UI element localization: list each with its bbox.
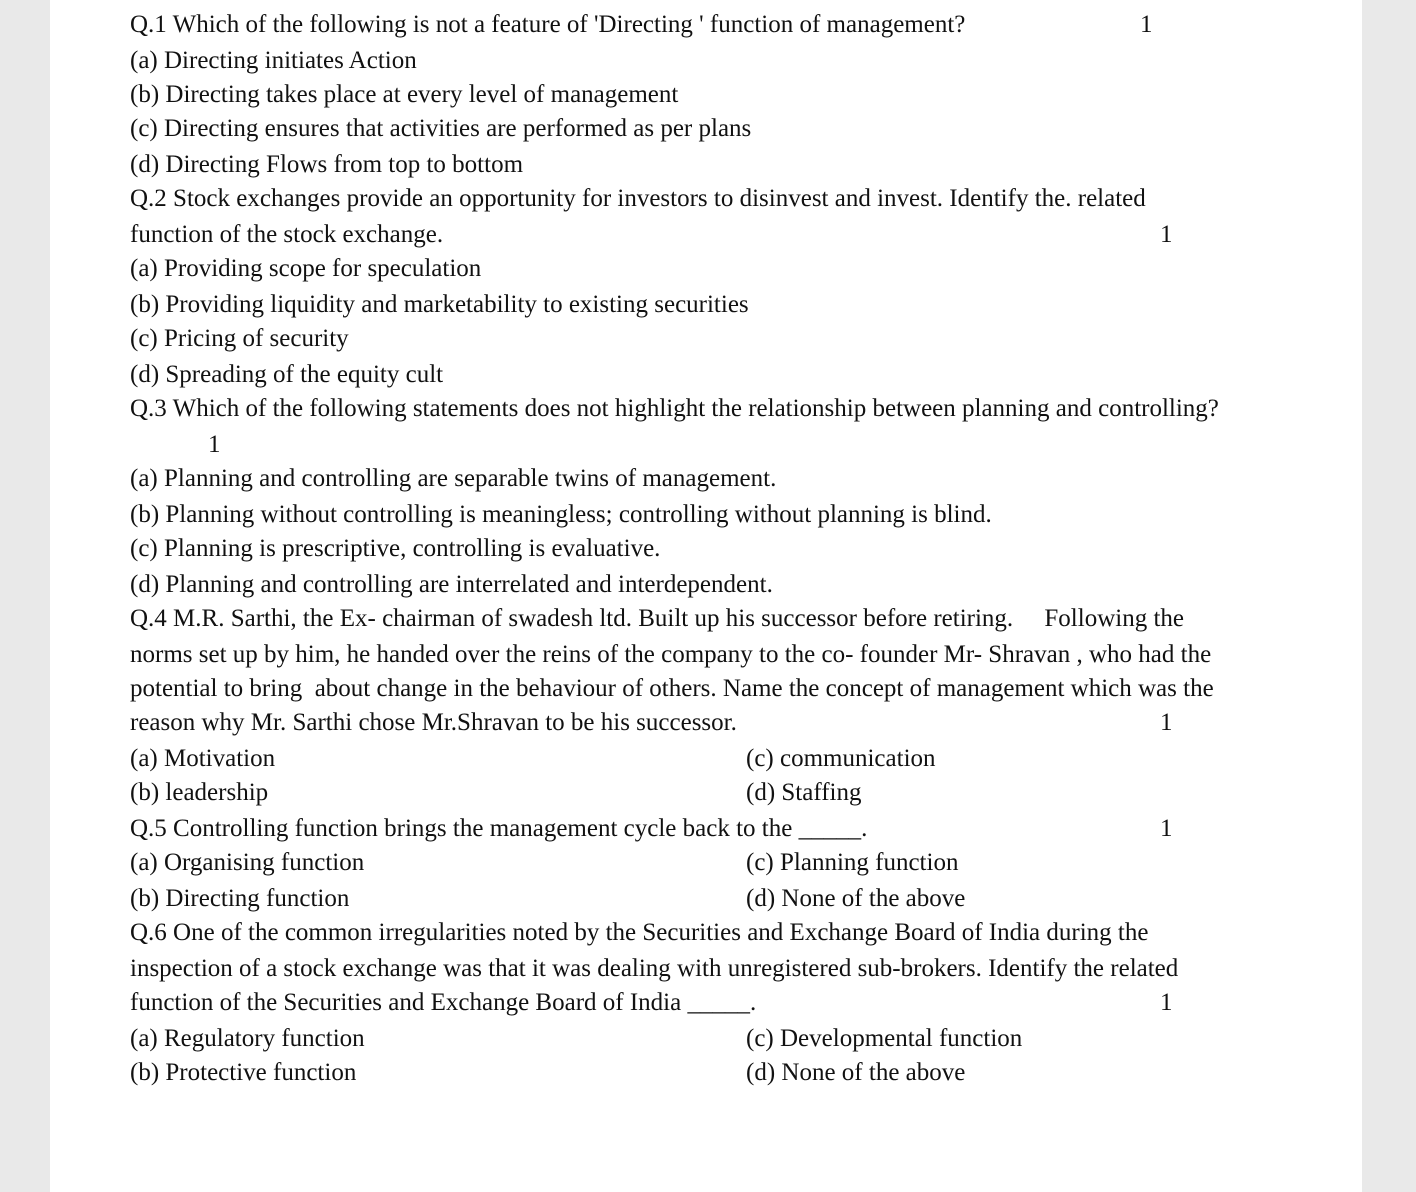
q6-question-line2: inspection of a stock exchange was that it was dealing with unregistered sub-brokers. Identify the related [130, 955, 1179, 982]
q1-option-a: (a) Directing initiates Action [130, 47, 417, 74]
q4-question-line4: reason why Mr. Sarthi chose Mr.Shravan to be his successor. [130, 709, 737, 736]
q3-option-a: (a) Planning and controlling are separable twins of management. [130, 465, 777, 492]
q1-marks: 1 [1140, 11, 1153, 38]
q2-question-line2: function of the stock exchange. [130, 221, 444, 248]
q6-question-line1: Q.6 One of the common irregularities noted by the Securities and Exchange Board of India during the [130, 919, 1149, 946]
q5-option-b: (b) Directing function [130, 885, 350, 912]
q5-option-d: (d) None of the above [746, 885, 966, 912]
q6-option-b: (b) Protective function [130, 1059, 357, 1086]
q4-question-line2: norms set up by him, he handed over the reins of the company to the co- founder Mr- Shravan , who had the [130, 641, 1212, 668]
q6-option-a: (a) Regulatory function [130, 1025, 365, 1052]
q2-marks: 1 [1160, 221, 1173, 248]
q5-question: Q.5 Controlling function brings the management cycle back to the _____. [130, 815, 868, 842]
q1-option-d: (d) Directing Flows from top to bottom [130, 151, 524, 178]
q4-option-b: (b) leadership [130, 779, 269, 806]
q4-question-line1: Q.4 M.R. Sarthi, the Ex- chairman of swadesh ltd. Built up his successor before retiring. Following the [130, 605, 1184, 632]
q2-option-b: (b) Providing liquidity and marketability to existing securities [130, 291, 749, 318]
q4-option-d: (d) Staffing [746, 779, 862, 806]
q6-question-line3: function of the Securities and Exchange Board of India _____. [130, 989, 757, 1016]
q4-option-c: (c) communication [746, 745, 936, 772]
q3-option-d: (d) Planning and controlling are interrelated and interdependent. [130, 571, 773, 598]
q3-option-b: (b) Planning without controlling is meaningless; controlling without planning is blind. [130, 501, 992, 528]
q3-marks: 1 [208, 431, 221, 458]
q3-option-c: (c) Planning is prescriptive, controlling is evaluative. [130, 535, 661, 562]
q1-option-b: (b) Directing takes place at every level of management [130, 81, 679, 108]
q2-option-d: (d) Spreading of the equity cult [130, 361, 444, 388]
q6-option-c: (c) Developmental function [746, 1025, 1023, 1052]
q3-question: Q.3 Which of the following statements does not highlight the relationship between planning and controlling? [130, 395, 1219, 422]
q5-option-c: (c) Planning function [746, 849, 959, 876]
q5-option-a: (a) Organising function [130, 849, 365, 876]
q5-marks: 1 [1160, 815, 1173, 842]
q2-question-line1: Q.2 Stock exchanges provide an opportunity for investors to disinvest and invest. Identify the. related [130, 185, 1146, 212]
q4-marks: 1 [1160, 709, 1173, 736]
q6-option-d: (d) None of the above [746, 1059, 966, 1086]
q2-option-c: (c) Pricing of security [130, 325, 349, 352]
q6-marks: 1 [1160, 989, 1173, 1016]
q2-option-a: (a) Providing scope for speculation [130, 255, 482, 282]
q1-option-c: (c) Directing ensures that activities are performed as per plans [130, 115, 752, 142]
q1-question: Q.1 Which of the following is not a feature of 'Directing ' function of management? [130, 11, 966, 38]
q4-question-line3: potential to bring about change in the behaviour of others. Name the concept of management which was the [130, 675, 1214, 702]
q4-option-a: (a) Motivation [130, 745, 276, 772]
